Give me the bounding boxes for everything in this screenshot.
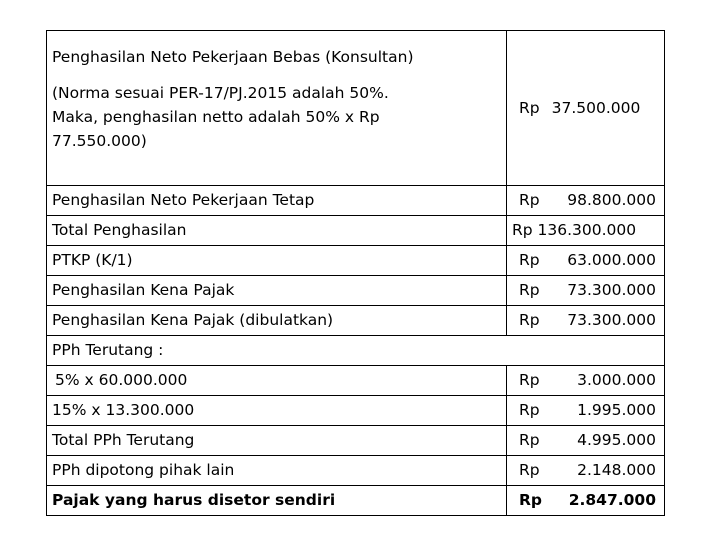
table-row-neto-bebas bbox=[47, 31, 665, 186]
bracket-15-amount-cell bbox=[507, 396, 665, 426]
table-row-pph-dipotong bbox=[47, 456, 665, 486]
neto-bebas-label-cell bbox=[47, 31, 507, 186]
bracket-15-amount: 1.995.000 bbox=[577, 401, 656, 419]
pajak-disetor-amount: 2.847.000 bbox=[568, 491, 656, 509]
pajak-disetor-currency: Rp bbox=[519, 491, 543, 509]
table-row-neto-tetap bbox=[47, 186, 665, 216]
table-row-bracket-5 bbox=[47, 366, 665, 396]
bracket-15-currency: Rp bbox=[519, 401, 540, 419]
neto-bebas-currency: Rp bbox=[519, 98, 540, 117]
total-pph-currency: Rp bbox=[519, 431, 540, 449]
neto-bebas-title: Penghasilan Neto Pekerjaan Bebas (Konsultan) bbox=[52, 48, 414, 66]
table-row-pajak-disetor bbox=[47, 486, 665, 516]
pkp-rounded-currency: Rp bbox=[519, 311, 540, 329]
bracket-5-currency: Rp bbox=[519, 371, 540, 389]
total-pph-label: Total PPh Terutang bbox=[47, 426, 507, 456]
pph-dipotong-amount: 2.148.000 bbox=[577, 461, 656, 479]
pkp-currency: Rp bbox=[519, 281, 540, 299]
neto-bebas-amount: 37.500.000 bbox=[551, 98, 641, 117]
total-penghasilan-label: Total Penghasilan bbox=[47, 216, 507, 246]
table-row-total-penghasilan bbox=[47, 216, 665, 246]
neto-tetap-label: Penghasilan Neto Pekerjaan Tetap bbox=[47, 186, 507, 216]
pph-dipotong-amount-cell bbox=[507, 456, 665, 486]
table-row-bracket-15 bbox=[47, 396, 665, 426]
neto-bebas-note-line-2: Maka, penghasilan netto adalah 50% x Rp bbox=[52, 108, 380, 126]
ptkp-label: PTKP (K/1) bbox=[47, 246, 507, 276]
bracket-15-label: 15% x 13.300.000 bbox=[47, 396, 507, 426]
table-row-total-pph bbox=[47, 426, 665, 456]
table-row-pkp-rounded bbox=[47, 306, 665, 336]
pkp-rounded-amount: 73.300.000 bbox=[567, 311, 656, 329]
table-row-pkp bbox=[47, 276, 665, 306]
pkp-amount: 73.300.000 bbox=[567, 281, 656, 299]
pkp-rounded-label: Penghasilan Kena Pajak (dibulatkan) bbox=[47, 306, 507, 336]
ptkp-currency: Rp bbox=[519, 251, 540, 269]
ptkp-amount-cell bbox=[507, 246, 665, 276]
bracket-5-label: 5% x 60.000.000 bbox=[47, 366, 507, 396]
pph-terutang-header: PPh Terutang : bbox=[47, 336, 665, 366]
pkp-label: Penghasilan Kena Pajak bbox=[47, 276, 507, 306]
neto-bebas-note-line-1: (Norma sesuai PER-17/PJ.2015 adalah 50%. bbox=[52, 84, 389, 102]
pkp-amount-cell bbox=[507, 276, 665, 306]
total-pph-amount-cell bbox=[507, 426, 665, 456]
tax-calculation-table bbox=[46, 30, 665, 516]
neto-bebas-note-line-3: 77.550.000) bbox=[52, 132, 147, 150]
bracket-5-amount: 3.000.000 bbox=[577, 371, 656, 389]
neto-tetap-currency: Rp bbox=[519, 191, 540, 209]
total-penghasilan-value: Rp 136.300.000 bbox=[507, 216, 665, 246]
pkp-rounded-amount-cell bbox=[507, 306, 665, 336]
ptkp-amount: 63.000.000 bbox=[567, 251, 656, 269]
table-row-ptkp bbox=[47, 246, 665, 276]
table-row-pph-header bbox=[47, 336, 665, 366]
neto-tetap-amount-cell bbox=[507, 186, 665, 216]
neto-bebas-amount-cell bbox=[507, 31, 665, 186]
pajak-disetor-label: Pajak yang harus disetor sendiri bbox=[47, 486, 507, 516]
pajak-disetor-amount-cell bbox=[507, 486, 665, 516]
pph-dipotong-currency: Rp bbox=[519, 461, 540, 479]
bracket-5-amount-cell bbox=[507, 366, 665, 396]
total-pph-amount: 4.995.000 bbox=[577, 431, 656, 449]
neto-tetap-amount: 98.800.000 bbox=[567, 191, 656, 209]
pph-dipotong-label: PPh dipotong pihak lain bbox=[47, 456, 507, 486]
